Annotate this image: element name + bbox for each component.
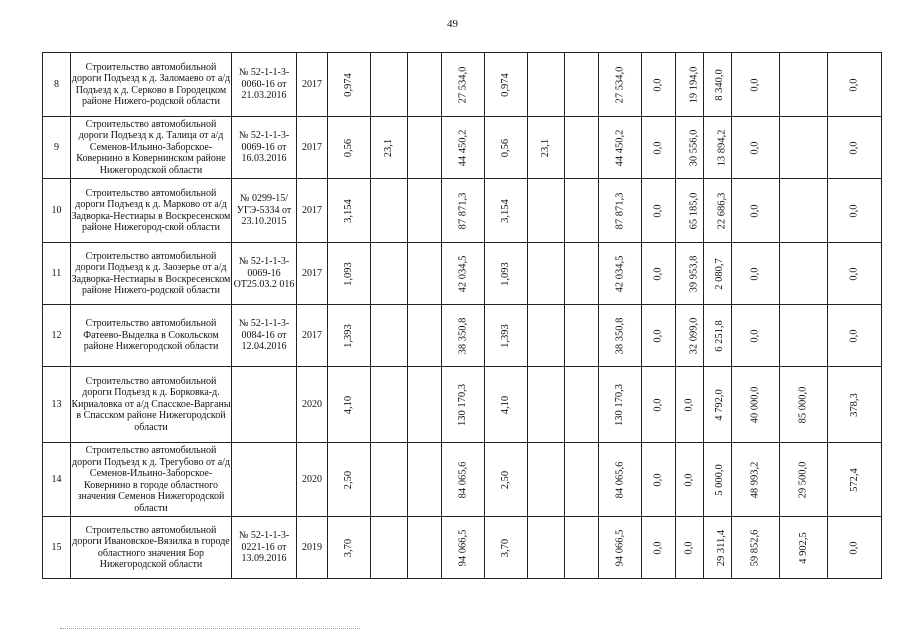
object-description: Строительство автомобильной дороги Подъезд к д. Трегубово от а/д Семенов-Ильино-Заборское-Ковернино в городе областного значения Семенов Нижегородской области [71,443,232,517]
length-km-2-value: 0,974 [500,72,511,97]
length-km-value: 4,10 [343,395,354,414]
value-col-14 [828,443,882,517]
value-col-7 [565,243,599,305]
value-col-14-value: 0,0 [848,203,860,218]
objects-table [42,52,882,579]
value-col-12-value: 0,0 [749,203,761,218]
value-col-14 [828,243,882,305]
value-col-11-value: 6 251,8 [713,319,725,352]
value-col-10-value: 32 099,0 [688,317,700,354]
value-col-11 [704,367,732,443]
value-col-9 [642,305,676,367]
length-km [328,367,371,443]
bridge-length [371,443,408,517]
value-col-12-value: 40 000,0 [749,386,761,423]
estimated-cost [442,243,485,305]
commission-year: 2020 [297,367,328,443]
value-col-9-value: 0,0 [652,266,664,281]
value-col-10-value: 39 953,8 [688,255,700,292]
table-row [43,517,882,579]
commission-year: 2017 [297,243,328,305]
value-col-7 [565,443,599,517]
object-description: Строительство автомобильной дороги Подъезд к д. Марково от а/д Задворка-Нестиары в Воскресенском районе Нижегород-ской области [71,179,232,243]
estimated-cost [442,117,485,179]
value-col-10-value: 65 185,0 [688,192,700,229]
estimated-cost [442,179,485,243]
total-funding-value: 44 450,2 [614,129,625,166]
value-col-13-value: 29 500,0 [797,461,809,498]
length-km-value: 2,50 [343,470,354,489]
expertise-reference: № 52-1-1-3-0060-16 от 21.03.2016 [232,53,297,117]
total-funding-value: 27 534,0 [614,66,625,103]
commission-year: 2017 [297,117,328,179]
length-km-2 [485,117,528,179]
value-col-12 [732,367,780,443]
value-col-12 [732,517,780,579]
value-col-3 [408,53,442,117]
value-col-10 [676,243,704,305]
object-description: Строительство автомобильной дороги Подъезд к д. Борковка-д. Кириаловка от а/д Спасское-Варганы в Спасском районе Нижегородской области [71,367,232,443]
value-col-9 [642,179,676,243]
value-col-12-value: 0,0 [749,77,761,92]
value-col-10 [676,117,704,179]
estimated-cost [442,53,485,117]
value-col-9-value: 0,0 [652,77,664,92]
value-col-11-value: 22 686,3 [716,192,728,229]
expertise-reference: № 52-1-1-3-0069-16 ОТ25.03.2 016 [232,243,297,305]
table-row [43,179,882,243]
value-col-3 [408,367,442,443]
row-number: 14 [43,443,71,517]
total-funding-value: 38 350,8 [614,317,625,354]
commission-year: 2017 [297,179,328,243]
estimated-cost [442,517,485,579]
estimated-cost-value: 42 034,5 [457,255,468,292]
bridge-length-2 [528,117,565,179]
value-col-9-value: 0,0 [652,397,664,412]
value-col-11 [704,443,732,517]
value-col-14 [828,367,882,443]
value-col-9-value: 0,0 [652,472,664,487]
value-col-7 [565,305,599,367]
value-col-11-value: 5 000,0 [713,463,725,496]
value-col-3 [408,443,442,517]
value-col-13 [780,179,828,243]
estimated-cost [442,367,485,443]
bridge-length [371,117,408,179]
value-col-10 [676,517,704,579]
value-col-13 [780,305,828,367]
length-km [328,243,371,305]
commission-year: 2020 [297,443,328,517]
length-km-2-value: 0,56 [500,138,511,157]
value-col-13-value: 4 902,5 [797,531,809,564]
table-row [43,305,882,367]
object-description: Строительство автомобильной дороги Подъезд к д. Талица от а/д Семенов-Ильино-Заборское-Ковернино в Ковернинском районе Нижегородской области [71,117,232,179]
expertise-reference: № 52-1-1-3-0084-16 от 12.04.2016 [232,305,297,367]
row-number: 11 [43,243,71,305]
length-km [328,443,371,517]
value-col-11-value: 4 792,0 [713,388,725,421]
expertise-reference: № 52-1-1-3-0221-16 от 13.09.2016 [232,517,297,579]
value-col-10 [676,179,704,243]
estimated-cost-value: 94 066,5 [457,529,468,566]
table-row [43,443,882,517]
bridge-length-2 [528,53,565,117]
value-col-11-value: 2 080,7 [713,257,725,290]
length-km-value: 1,093 [343,261,354,286]
object-description: Строительство автомобильной дороги Подъезд к д. Заозерье от а/д Задворка-Нестиары в Воскресенском районе Нижего-родской области [71,243,232,305]
total-funding [599,53,642,117]
value-col-13-value: 85 000,0 [797,386,809,423]
length-km [328,179,371,243]
value-col-9 [642,243,676,305]
value-col-13 [780,367,828,443]
value-col-7 [565,367,599,443]
value-col-12 [732,443,780,517]
total-funding [599,443,642,517]
row-number: 15 [43,517,71,579]
value-col-14-value: 0,0 [848,77,860,92]
length-km-value: 0,56 [343,138,354,157]
estimated-cost [442,305,485,367]
expertise-reference: № 52-1-1-3-0069-16 от 16.03.2016 [232,117,297,179]
total-funding [599,117,642,179]
value-col-12-value: 0,0 [749,266,761,281]
commission-year: 2017 [297,53,328,117]
length-km [328,517,371,579]
value-col-14 [828,517,882,579]
value-col-11-value: 13 894,2 [716,129,728,166]
total-funding [599,517,642,579]
row-number: 9 [43,117,71,179]
value-col-3 [408,117,442,179]
value-col-13 [780,443,828,517]
bridge-length-2 [528,367,565,443]
table-row [43,243,882,305]
total-funding [599,367,642,443]
value-col-13 [780,243,828,305]
total-funding-value: 42 034,5 [614,255,625,292]
length-km-2 [485,517,528,579]
value-col-12 [732,53,780,117]
bridge-length-2 [528,443,565,517]
bridge-length-2 [528,243,565,305]
estimated-cost-value: 38 350,8 [457,317,468,354]
length-km [328,117,371,179]
value-col-7 [565,117,599,179]
bridge-length [371,243,408,305]
bridge-length [371,305,408,367]
length-km-2 [485,367,528,443]
value-col-14-value: 0,0 [848,328,860,343]
value-col-3 [408,243,442,305]
value-col-13 [780,117,828,179]
value-col-9-value: 0,0 [652,540,664,555]
total-funding-value: 94 066,5 [614,529,625,566]
commission-year: 2017 [297,305,328,367]
bridge-length-2 [528,179,565,243]
value-col-11 [704,243,732,305]
object-description: Строительство автомобильной дороги Подъезд к д. Заломаево от а/д Подъезд к д. Серково в Городецком районе Нижего-родской области [71,53,232,117]
value-col-13 [780,53,828,117]
estimated-cost-value: 87 871,3 [457,192,468,229]
table-row [43,117,882,179]
value-col-9-value: 0,0 [652,328,664,343]
value-col-11 [704,517,732,579]
value-col-3 [408,179,442,243]
value-col-12-value: 48 993,2 [749,461,761,498]
value-col-14-value: 0,0 [848,540,860,555]
object-description: Строительство автомобильной Фатеево-Выделка в Сокольском районе Нижегородской области [71,305,232,367]
page-number: 49 [447,18,458,30]
value-col-3 [408,517,442,579]
value-col-3 [408,305,442,367]
value-col-14 [828,53,882,117]
total-funding [599,243,642,305]
footer-rule [60,628,360,629]
value-col-7 [565,517,599,579]
value-col-12 [732,179,780,243]
value-col-14 [828,305,882,367]
value-col-7 [565,53,599,117]
value-col-9 [642,117,676,179]
length-km-2-value: 4,10 [500,395,511,414]
length-km-2-value: 3,154 [500,198,511,223]
length-km-2 [485,443,528,517]
value-col-9 [642,443,676,517]
estimated-cost-value: 130 170,3 [457,383,468,426]
value-col-14-value: 0,0 [848,266,860,281]
total-funding [599,305,642,367]
value-col-9 [642,367,676,443]
value-col-11-value: 8 340,0 [713,68,725,101]
bridge-length [371,367,408,443]
commission-year: 2019 [297,517,328,579]
row-number: 12 [43,305,71,367]
value-col-11-value: 29 311,4 [716,529,728,566]
value-col-12 [732,243,780,305]
estimated-cost-value: 44 450,2 [457,129,468,166]
value-col-10-value: 19 194,0 [688,66,700,103]
value-col-12-value: 0,0 [749,328,761,343]
length-km-2 [485,243,528,305]
value-col-12-value: 59 852,6 [749,529,761,566]
table-row [43,53,882,117]
value-col-14-value: 378,3 [848,392,860,417]
bridge-length [371,517,408,579]
value-col-11 [704,305,732,367]
value-col-7 [565,179,599,243]
bridge-length [371,53,408,117]
length-km [328,53,371,117]
total-funding [599,179,642,243]
value-col-10-value: 0,0 [683,397,695,412]
bridge-length-2 [528,305,565,367]
value-col-12 [732,117,780,179]
value-col-11 [704,53,732,117]
value-col-10-value: 0,0 [683,540,695,555]
bridge-length [371,179,408,243]
estimated-cost [442,443,485,517]
value-col-10 [676,367,704,443]
value-col-10 [676,53,704,117]
bridge-length-value: 23,1 [383,138,394,157]
length-km-2-value: 1,093 [500,261,511,286]
value-col-9-value: 0,0 [652,203,664,218]
length-km-2 [485,53,528,117]
value-col-9-value: 0,0 [652,140,664,155]
value-col-11 [704,117,732,179]
value-col-13 [780,517,828,579]
value-col-14-value: 0,0 [848,140,860,155]
value-col-9 [642,53,676,117]
length-km-2-value: 1,393 [500,323,511,348]
value-col-10 [676,305,704,367]
estimated-cost-value: 27 534,0 [457,66,468,103]
expertise-reference [232,367,297,443]
bridge-length-2 [528,517,565,579]
bridge-length-2-value: 23,1 [540,138,551,157]
value-col-14-value: 572,4 [848,467,860,492]
total-funding-value: 87 871,3 [614,192,625,229]
value-col-10-value: 0,0 [683,472,695,487]
total-funding-value: 84 065,6 [614,461,625,498]
row-number: 10 [43,179,71,243]
expertise-reference: № 0299-15/УГЭ-5334 от 23.10.2015 [232,179,297,243]
estimated-cost-value: 84 065,6 [457,461,468,498]
length-km-value: 3,70 [343,538,354,557]
value-col-12-value: 0,0 [749,140,761,155]
length-km-value: 1,393 [343,323,354,348]
length-km-value: 0,974 [343,72,354,97]
value-col-9 [642,517,676,579]
length-km-2-value: 3,70 [500,538,511,557]
length-km-value: 3,154 [343,198,354,223]
length-km-2 [485,179,528,243]
length-km-2-value: 2,50 [500,470,511,489]
value-col-14 [828,117,882,179]
value-col-14 [828,179,882,243]
object-description: Строительство автомобильной дороги Ивановское-Вязилка в городе областного значения Бор Нижегородской области [71,517,232,579]
total-funding-value: 130 170,3 [614,383,625,426]
row-number: 13 [43,367,71,443]
expertise-reference [232,443,297,517]
length-km [328,305,371,367]
value-col-11 [704,179,732,243]
row-number: 8 [43,53,71,117]
value-col-10-value: 30 556,0 [688,129,700,166]
table-row [43,367,882,443]
value-col-12 [732,305,780,367]
length-km-2 [485,305,528,367]
value-col-10 [676,443,704,517]
